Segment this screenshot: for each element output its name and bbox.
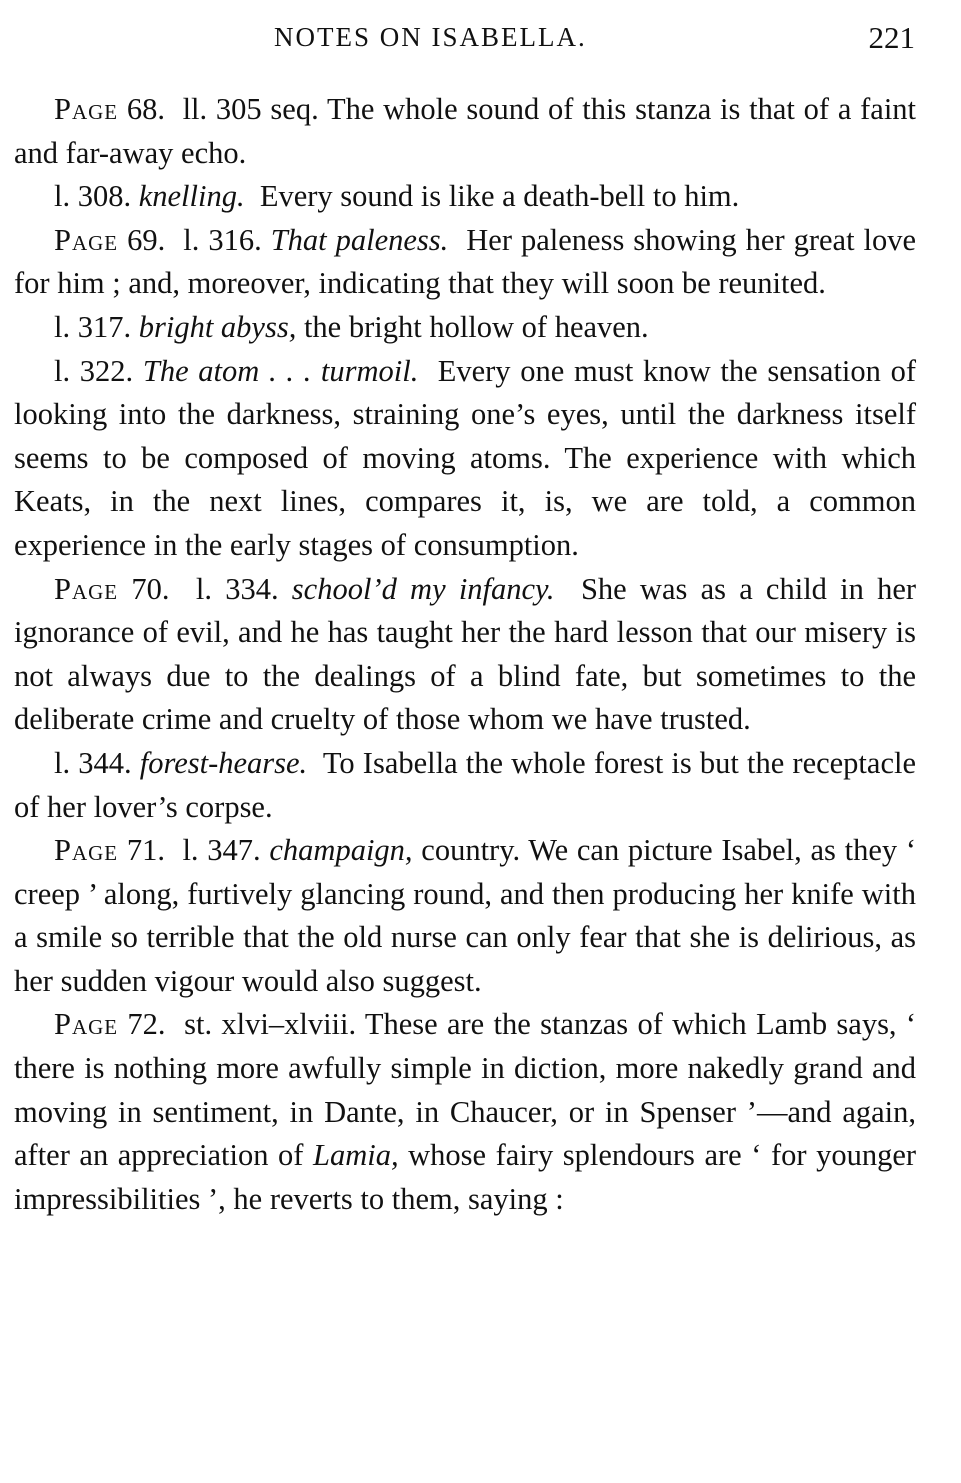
line-ref: st. xlvi–xlviii. <box>184 1007 357 1042</box>
note-text: She was as a child in her ignorance of evil, and he has taught her the hard lesson that our misery is not always due to the dealings of a blind fate, but sometimes to the deliberate crime and cruelty of those whom we have trusted. <box>14 571 917 737</box>
note-paragraph <box>14 568 916 742</box>
note-text: Every one must know the sensation of looking into the darkness, straining one’s eyes, until the darkness itself seems to be composed of moving atoms. The experience with which Keats, in the next lines, compares it, is, we are told, a common experience in the early stages of consumption. <box>14 353 916 562</box>
page-ref-number: 70. <box>131 571 170 606</box>
note-term: school’d my infancy. <box>291 571 555 606</box>
page-ref: Page <box>54 92 119 126</box>
line-ref: l. 334. <box>195 571 279 606</box>
page-header <box>0 22 961 62</box>
line-ref: l. 344. <box>54 745 132 780</box>
note-text: Her paleness showing her great love for him ; and, moreover, indicating that they will soon be reunited. <box>14 222 917 301</box>
page-ref-number: 69. <box>127 222 166 257</box>
line-ref: ll. 305 seq. <box>182 92 319 126</box>
notes-body <box>14 88 916 1221</box>
note-text: whose fairy splendours are ‘ for younger impressibilities ’, he reverts to them, saying : <box>14 1138 917 1216</box>
note-text: These are the stanzas of which Lamb says, ‘ there is nothing more awfully simple in diction, more nakedly grand and moving in sentiment, in Dante, in Chaucer, or in Spenser ’—and again, after an appreciation of <box>14 1007 917 1173</box>
note-term: The atom . . . turmoil. <box>142 353 419 388</box>
note-paragraph <box>14 306 916 350</box>
line-ref: l. 308. <box>54 179 132 214</box>
note-term: Lamia, <box>313 1138 399 1173</box>
page-ref: Page <box>54 222 119 257</box>
note-paragraph <box>14 829 916 1003</box>
page-ref-number: 72. <box>127 1007 166 1042</box>
note-paragraph <box>14 175 916 219</box>
page-ref: Page <box>54 1007 119 1042</box>
note-text: country. We can picture Isabel, as they ‘ creep ’ along, furtively glancing round, and then producing her knife with a smile so terrible that the old nurse can only fear that she is delirious, as her sudden vigour would also suggest. <box>14 833 917 998</box>
note-text: the bright hollow of heaven. <box>303 309 649 344</box>
page-ref: Page <box>54 833 119 868</box>
note-paragraph <box>14 350 916 568</box>
line-ref: l. 322. <box>54 353 134 388</box>
note-term: champaign, <box>269 833 413 868</box>
note-term: forest-hearse. <box>139 745 308 780</box>
line-ref: l. 347. <box>182 833 261 868</box>
note-text: To Isabella the whole forest is but the receptacle of her lover’s corpse. <box>14 745 916 824</box>
note-paragraph <box>14 742 916 829</box>
note-paragraph <box>14 88 916 175</box>
note-term: bright abyss, <box>138 309 297 344</box>
note-text: The whole sound of this stanza is that of a faint and far-away echo. <box>14 92 917 170</box>
page-ref-number: 71. <box>126 833 165 868</box>
line-ref: l. 317. <box>54 309 132 344</box>
running-title: NOTES ON ISABELLA. <box>274 22 587 52</box>
page-ref-number: 68. <box>126 92 166 126</box>
note-term: That paleness. <box>270 222 449 257</box>
page-ref: Page <box>54 571 119 606</box>
line-ref: l. 316. <box>183 222 262 257</box>
note-term: knelling. <box>138 179 245 214</box>
note-paragraph <box>14 219 916 306</box>
note-paragraph <box>14 1003 916 1221</box>
page-number: 221 <box>868 20 915 55</box>
note-text: Every sound is like a death-bell to him. <box>259 179 740 214</box>
